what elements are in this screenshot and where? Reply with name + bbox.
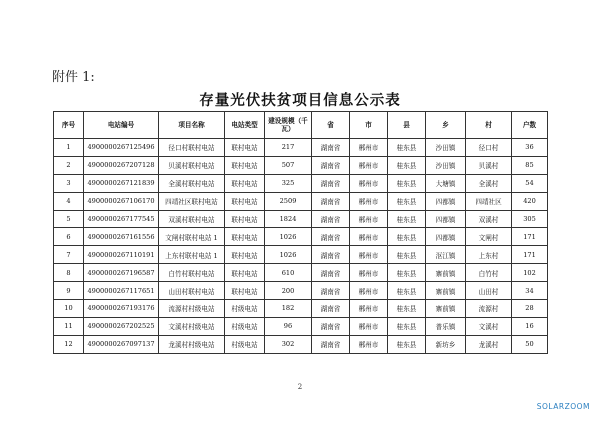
table-cell: 4900000267207128 [84,156,159,174]
table-cell: 4900000267196587 [84,264,159,282]
table-cell: 85 [512,156,548,174]
table-cell: 湖南省 [312,282,350,300]
table-cell: 1 [54,139,84,157]
table-cell: 流源村 [466,300,512,318]
table-cell: 420 [512,192,548,210]
table-row [54,139,548,157]
table-cell: 联村电站 [225,264,265,282]
table-cell: 郴州市 [350,228,388,246]
table-cell: 郴州市 [350,174,388,192]
table-cell: 4900000267117651 [84,282,159,300]
table-cell: 新坊乡 [426,335,466,353]
table-cell: 湖南省 [312,156,350,174]
table-row [54,264,548,282]
table-cell: 4900000267121839 [84,174,159,192]
table-cell: 10 [54,300,84,318]
table-cell: 郴州市 [350,317,388,335]
page-number: 2 [297,383,303,391]
table-row [54,335,548,353]
table-cell: 217 [265,139,312,157]
table-cell: 桂东县 [388,228,426,246]
table-cell: 联村电站 [225,246,265,264]
table-cell: 径口村联村电站 [159,139,225,157]
table-cell: 湖南省 [312,335,350,353]
table-cell: 龙溪村 [466,335,512,353]
table-cell: 湖南省 [312,264,350,282]
table-cell: 联村电站 [225,139,265,157]
table-cell: 桂东县 [388,317,426,335]
table-cell: 村级电站 [225,317,265,335]
table-cell: 湖南省 [312,192,350,210]
table-cell: 4900000267097137 [84,335,159,353]
table-row [54,300,548,318]
table-cell: 9 [54,282,84,300]
header-cell: 村 [466,112,512,139]
table-body [54,139,548,354]
table-cell: 四靖社区联村电站 [159,192,225,210]
table-cell: 龙溪村村级电站 [159,335,225,353]
table-cell: 湖南省 [312,210,350,228]
table-cell: 山田村联村电站 [159,282,225,300]
header-cell: 电站编号 [84,112,159,139]
table-cell: 171 [512,228,548,246]
table-cell: 文闸村联村电站 1 [159,228,225,246]
table-cell: 11 [54,317,84,335]
table-cell: 桂东县 [388,335,426,353]
table-cell: 302 [265,335,312,353]
table-cell: 1824 [265,210,312,228]
project-info-table [53,111,548,354]
table-cell: 桂东县 [388,264,426,282]
table-cell: 白竹村 [466,264,512,282]
table-cell: 大塘镇 [426,174,466,192]
table-cell: 桂东县 [388,210,426,228]
table-cell: 96 [265,317,312,335]
header-cell: 序号 [54,112,84,139]
table-row [54,228,548,246]
header-cell: 户数 [512,112,548,139]
table-cell: 36 [512,139,548,157]
table-cell: 4900000267125496 [84,139,159,157]
table-cell: 2 [54,156,84,174]
table-cell: 4900000267106170 [84,192,159,210]
table-cell: 3 [54,174,84,192]
table-cell: 沤江镇 [426,246,466,264]
table-row [54,156,548,174]
table-cell: 4900000267193176 [84,300,159,318]
table-cell: 16 [512,317,548,335]
attachment-label: 附件 1: [52,70,95,85]
table-cell: 联村电站 [225,282,265,300]
header-cell: 省 [312,112,350,139]
table-cell: 文溪村村级电站 [159,317,225,335]
table-cell: 四都镇 [426,228,466,246]
table-cell: 湖南省 [312,317,350,335]
table-cell: 50 [512,335,548,353]
table-cell: 四靖社区 [466,192,512,210]
table-cell: 村级电站 [225,300,265,318]
table-cell: 4900000267202525 [84,317,159,335]
table-cell: 双溪村 [466,210,512,228]
table-cell: 寨前镇 [426,282,466,300]
table-cell: 湖南省 [312,139,350,157]
document-title: 存量光伏扶贫项目信息公示表 [199,92,401,109]
table-cell: 1026 [265,228,312,246]
table-cell: 沙田镇 [426,139,466,157]
table-cell: 全溪村 [466,174,512,192]
table-cell: 湖南省 [312,228,350,246]
table-cell: 联村电站 [225,174,265,192]
table-cell: 湖南省 [312,300,350,318]
table-cell: 200 [265,282,312,300]
table-cell: 6 [54,228,84,246]
table-cell: 沙田镇 [426,156,466,174]
table-cell: 桂东县 [388,174,426,192]
table-cell: 4900000267161556 [84,228,159,246]
table-cell: 305 [512,210,548,228]
table-cell: 8 [54,264,84,282]
table-cell: 5 [54,210,84,228]
table-cell: 171 [512,246,548,264]
table-cell: 610 [265,264,312,282]
table-cell: 联村电站 [225,156,265,174]
table-cell: 四都镇 [426,210,466,228]
table-cell: 郴州市 [350,300,388,318]
header-cell: 乡 [426,112,466,139]
table-cell: 507 [265,156,312,174]
table-cell: 湖南省 [312,174,350,192]
table-cell: 郴州市 [350,264,388,282]
table-cell: 郴州市 [350,156,388,174]
table-cell: 4900000267110191 [84,246,159,264]
table-cell: 桂东县 [388,300,426,318]
table-cell: 桂东县 [388,156,426,174]
table-cell: 4 [54,192,84,210]
table-cell: 上东村 [466,246,512,264]
table-row [54,192,548,210]
table-cell: 上东村联村电站 1 [159,246,225,264]
table-cell: 桂东县 [388,282,426,300]
table-cell: 普乐镇 [426,317,466,335]
table-cell: 寨前镇 [426,300,466,318]
table-cell: 白竹村联村电站 [159,264,225,282]
table-cell: 贝溪村 [466,156,512,174]
table-cell: 182 [265,300,312,318]
table-cell: 桂东县 [388,246,426,264]
table-header-row [54,112,548,139]
header-cell: 项目名称 [159,112,225,139]
table-cell: 山田村 [466,282,512,300]
table-cell: 贝溪村联村电站 [159,156,225,174]
table-cell: 郴州市 [350,335,388,353]
table-cell: 桂东县 [388,192,426,210]
table-cell: 325 [265,174,312,192]
table-cell: 郴州市 [350,139,388,157]
table-cell: 郴州市 [350,192,388,210]
table-cell: 全溪村联村电站 [159,174,225,192]
table-row [54,210,548,228]
table-cell: 郴州市 [350,282,388,300]
header-cell: 电站类型 [225,112,265,139]
table-cell: 联村电站 [225,210,265,228]
table-cell: 径口村 [466,139,512,157]
table-cell: 2509 [265,192,312,210]
watermark-logo: SOLARZOOM [536,402,590,411]
table-cell: 28 [512,300,548,318]
table-cell: 54 [512,174,548,192]
table-row [54,317,548,335]
table-cell: 郴州市 [350,246,388,264]
table-cell: 郴州市 [350,210,388,228]
header-cell: 县 [388,112,426,139]
table-row [54,282,548,300]
table-row [54,174,548,192]
table-cell: 湖南省 [312,246,350,264]
table-cell: 双溪村联村电站 [159,210,225,228]
table-cell: 7 [54,246,84,264]
table-cell: 文闸村 [466,228,512,246]
table-cell: 12 [54,335,84,353]
table-cell: 流源村村级电站 [159,300,225,318]
table-cell: 联村电站 [225,192,265,210]
table-row [54,246,548,264]
table-cell: 文溪村 [466,317,512,335]
header-cell: 市 [350,112,388,139]
table-cell: 102 [512,264,548,282]
table-cell: 寨前镇 [426,264,466,282]
table-cell: 联村电站 [225,228,265,246]
table-cell: 村级电站 [225,335,265,353]
table-cell: 桂东县 [388,139,426,157]
table-cell: 34 [512,282,548,300]
table-cell: 1026 [265,246,312,264]
table-cell: 4900000267177545 [84,210,159,228]
table-cell: 四都镇 [426,192,466,210]
header-cell: 建设规模（千瓦） [265,112,312,139]
